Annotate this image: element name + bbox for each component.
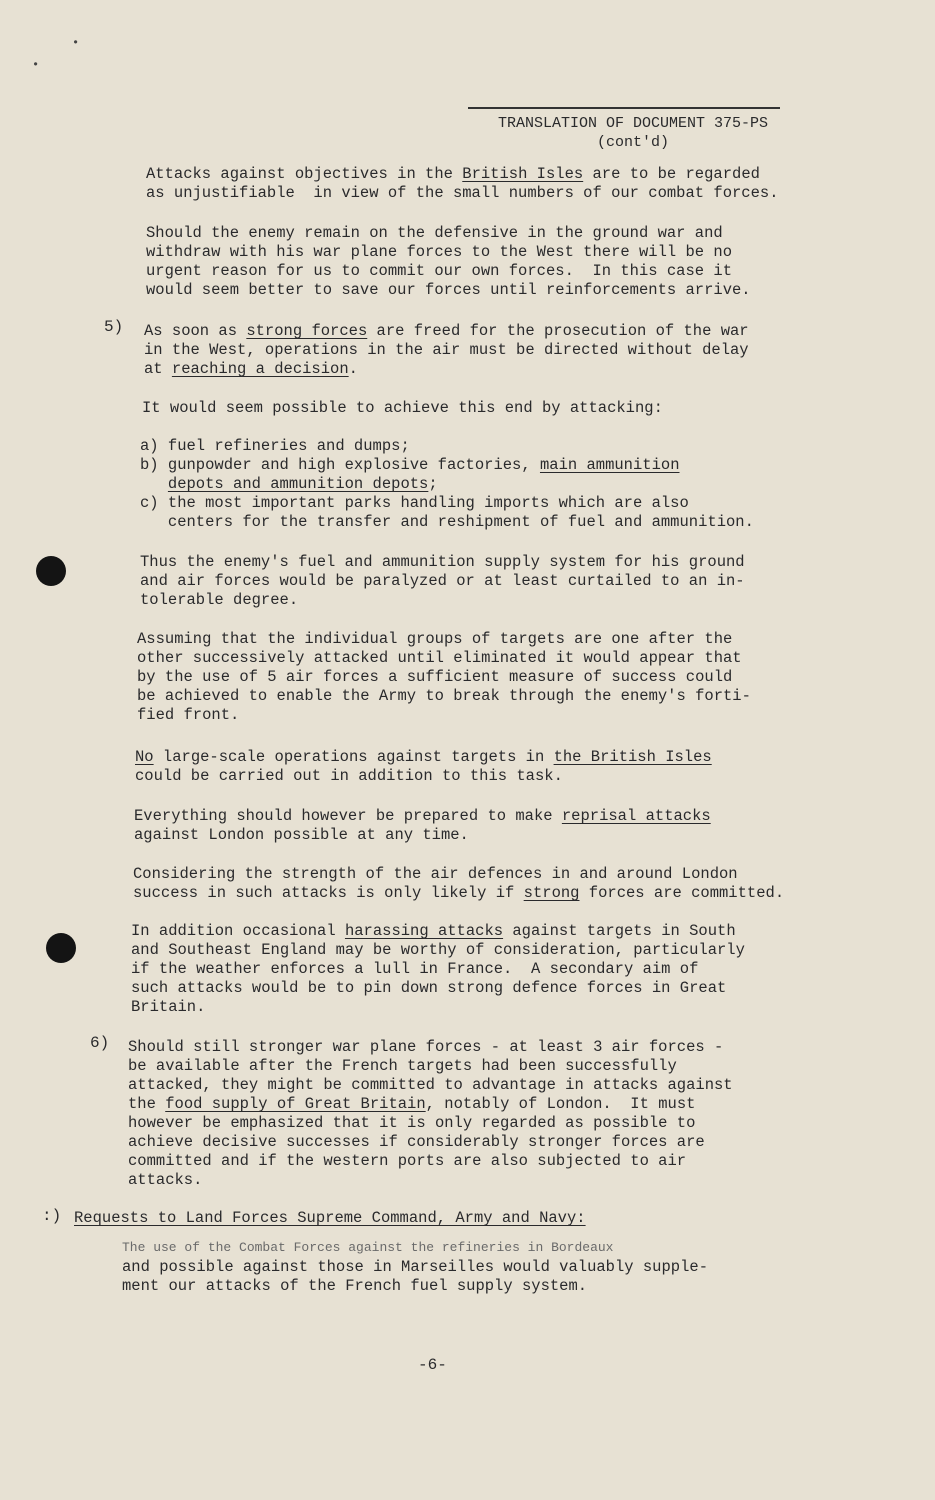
text: against targets in South and Southeast England may be worthy of consideration, particularly if the weather enforces a lull in France. A secondary aim of such attacks would be to pin down strong defence forces in Great Britain. [131,922,745,1016]
text: are freed for the prosecution of the war in the West, operations in the air must be directed without delay at [144,322,749,378]
paragraph-reprisal [134,807,711,845]
text: As soon as [144,322,247,340]
page-number: -6- [418,1356,447,1374]
header-title: TRANSLATION OF DOCUMENT 375-PS [497,115,769,132]
paragraph-enemy-defensive: Should the enemy remain on the defensive in the ground war and withdraw with his war plane forces to the West there will be no urgent reason for us to commit our own forces. In this case it would seem better to save our forces until reinforcements arrive. [146,224,751,299]
list-item: c) the most important parks handling imports which are also centers for the transfer and reshipment of fuel and ammunition. [140,494,754,531]
text: ; [428,475,438,493]
punch-hole [36,556,66,586]
underlined-text: depots and ammunition depots [167,475,429,493]
paragraph-food-supply [128,1038,733,1190]
underlined-text: No [135,748,154,766]
text: forces are committed. [579,884,785,902]
text: against London possible at any time. [134,826,469,844]
underlined-text: strong [523,884,580,902]
list-item: b) gunpowder and high explosive factories, [140,456,540,474]
section-number-6: 6) [90,1034,110,1052]
paragraph-individual-groups: Assuming that the individual groups of targets are one after the other successively attacked until eliminated it would appear that by the use of 5 air forces a sufficient measure of success could be achieved to enable the Army to break through the enemy's forti- fied front. [137,630,751,724]
underlined-text: reprisal attacks [561,807,711,825]
section-number-7: :) [42,1207,62,1225]
text: large-scale operations against targets in [153,748,554,766]
paragraph-strong-forces [144,322,749,379]
stray-mark: • [32,58,40,72]
underlined-text: the British Isles [553,748,712,766]
document-header [488,114,778,152]
underlined-text: main ammunition [539,456,680,474]
text: In addition occasional [131,922,345,940]
text: Attacks against objectives in the [146,165,463,183]
text: are to be regarded as unjustifiable in view of the small numbers of our combat forces. [146,165,779,202]
list-item: a) fuel refineries and dumps; [140,437,410,455]
text: could be carried out in addition to this task. [135,767,563,785]
paragraph-supply-system: Thus the enemy's fuel and ammunition supply system for his ground and air forces would be paralyzed or at least curtailed to an in- tolerable degree. [140,553,745,609]
underlined-text: harassing attacks [344,922,504,940]
text: Should still stronger war plane forces - at least 3 air forces - be available after the French targets had been successfully attacked, they might be committed to advantage in attacks against the [128,1038,733,1113]
text: , notably of London. It must however be emphasized that it is only regarded as possible to achieve decisive successes if considerably stronger forces are committed and if the western ports are also subjected to air attacks. [128,1095,705,1189]
text: Considering the strength of the air defences in and around London success in such attacks is only likely if [133,865,738,902]
paragraph-refineries-line1: The use of the Combat Forces against the refineries in Bordeaux [122,1240,614,1255]
paragraph-refineries: and possible against those in Marseilles would valuably supple- ment our attacks of the French fuel supply system. [122,1258,708,1295]
underlined-text: strong forces [246,322,368,340]
paragraph-british-isles [146,165,779,203]
target-list [140,437,754,532]
text: . [348,360,358,378]
text: Everything should however be prepared to make [134,807,562,825]
stray-mark: • [72,36,80,50]
paragraph-no-large-scale [135,748,712,786]
paragraph-air-defences [133,865,784,903]
underlined-heading: Requests to Land Forces Supreme Command, Army and Navy: [74,1209,586,1227]
paragraph-attack-targets-intro: It would seem possible to achieve this end by attacking: [142,399,663,417]
header-rule [468,107,780,109]
underlined-text: food supply of Great Britain [165,1095,426,1113]
underlined-text: British Isles [462,165,584,183]
section-heading-requests [74,1209,586,1228]
header-contd: (cont'd) [596,134,669,151]
punch-hole [46,933,76,963]
section-number-5: 5) [104,318,124,336]
underlined-text: reaching a decision [171,360,349,378]
paragraph-harassing-attacks [131,922,745,1017]
